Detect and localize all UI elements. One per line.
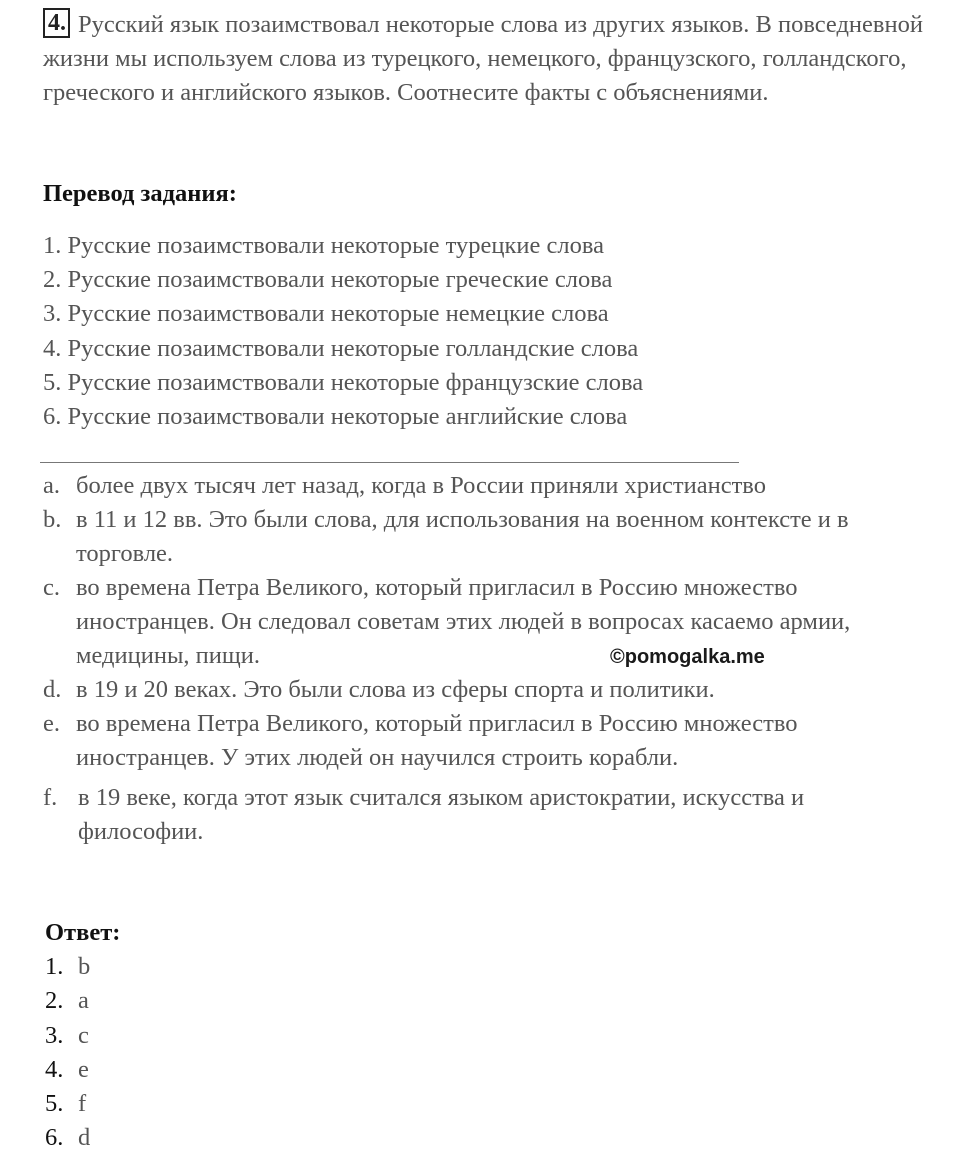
task-text: Русский язык позаимствовал некоторые слова из других языков. В повседневной жизни мы используем слова из турецкого, немецкого, французского, голландского, греческого и английского языков. Соотнесите факты с объяснениями. (43, 11, 923, 106)
answer-value: d (78, 1124, 91, 1152)
explanation-text: в 11 и 12 вв. Это были слова, для использования на военном контексте и в торговле. (76, 506, 849, 567)
answer-number: 4. (45, 1055, 64, 1083)
answer-number: 3. (45, 1021, 64, 1049)
answer-value: a (78, 987, 89, 1015)
explanation-item (43, 707, 913, 775)
explanation-text: во времена Петра Великого, который пригласил в Россию множество иностранцев. Он следовал советам этих людей в вопросах касаемо армии, медицины, пищи. (76, 574, 851, 669)
explanation-text: в 19 веке, когда этот язык считался языком аристократии, искусства и философии. (78, 784, 805, 845)
facts-list (43, 229, 643, 434)
fact-item: 1. Русские позаимствовали некоторые турецкие слова (43, 232, 604, 259)
task-number-badge: 4. (43, 8, 70, 38)
answer-value: f (78, 1090, 87, 1118)
answer-value: e (78, 1055, 89, 1083)
explanation-text: более двух тысяч лет назад, когда в России приняли христианство (76, 472, 766, 499)
answer-number: 5. (45, 1090, 64, 1118)
translation-heading: Перевод задания: (43, 180, 237, 207)
answer-item (45, 1019, 90, 1053)
answer-number: 6. (45, 1124, 64, 1152)
explanation-letter: f. (43, 784, 58, 811)
fact-item: 2. Русские позаимствовали некоторые греческие слова (43, 266, 613, 294)
fact-item: 3. Русские позаимствовали некоторые немецкие слова (43, 300, 609, 328)
answer-item (45, 950, 90, 984)
answer-list (45, 950, 90, 1156)
answer-value: b (78, 953, 91, 980)
explanation-letter: a. (43, 472, 60, 499)
answer-heading: Ответ: (45, 919, 121, 946)
watermark: ©pomogalka.me (610, 646, 765, 668)
explanation-item (43, 673, 913, 707)
explanation-letter: c. (43, 574, 60, 601)
explanation-letter: b. (43, 506, 62, 533)
explanations-list (43, 469, 913, 849)
explanation-text: во времена Петра Великого, который пригласил в Россию множество иностранцев. У этих людей он научился строить корабли. (76, 710, 798, 771)
answer-item (45, 984, 90, 1018)
answer-item (45, 1053, 90, 1087)
fact-item: 5. Русские позаимствовали некоторые французские слова (43, 368, 644, 396)
answer-item (45, 1087, 90, 1121)
explanation-item (43, 469, 913, 503)
answer-number: 2. (45, 987, 64, 1015)
answer-number: 1. (45, 953, 64, 980)
explanation-item (43, 503, 913, 571)
explanation-letter: d. (43, 676, 62, 703)
answer-item (45, 1121, 90, 1155)
explanation-text: в 19 и 20 веках. Это были слова из сферы спорта и политики. (76, 676, 715, 703)
task-statement (43, 8, 923, 110)
fact-item: 4. Русские позаимствовали некоторые голландские слова (43, 334, 639, 362)
explanation-item (43, 781, 913, 849)
explanation-letter: e. (43, 710, 60, 737)
answer-value: c (78, 1021, 89, 1049)
explanation-item (43, 571, 913, 673)
separator-line (40, 462, 739, 463)
fact-item: 6. Русские позаимствовали некоторые английские слова (43, 402, 628, 430)
